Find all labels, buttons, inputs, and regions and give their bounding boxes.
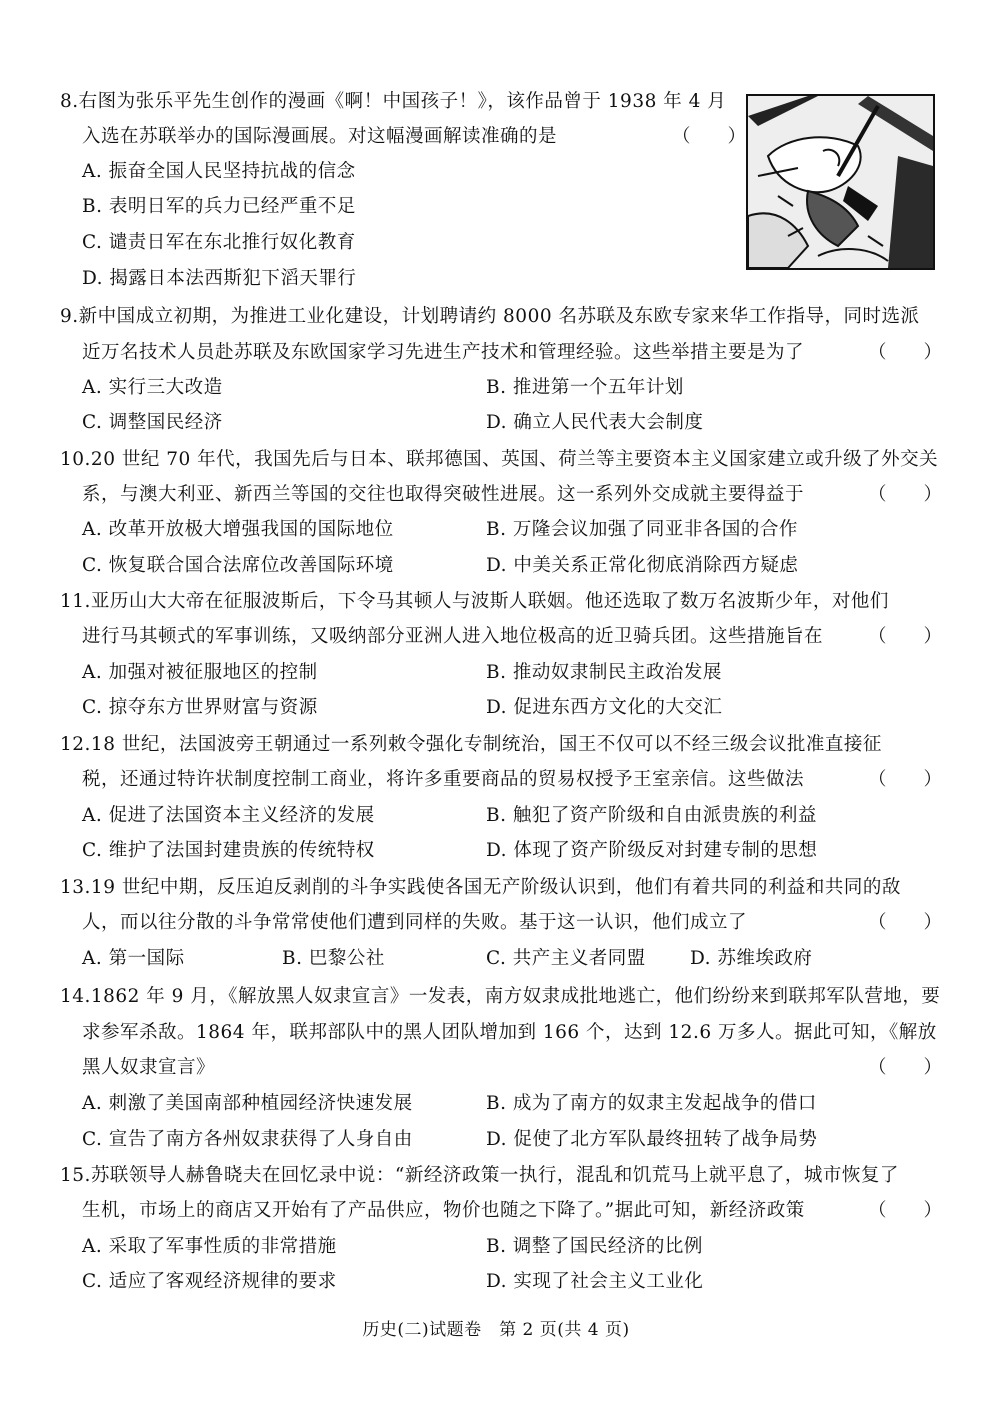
q12-option-c: C. 维护了法国封建贵族的传统特权 (82, 840, 375, 861)
q13-option-c: C. 共产主义者同盟 (486, 948, 646, 969)
q14-option-a: A. 刺激了美国南部种植园经济快速发展 (82, 1093, 413, 1114)
q15-line2: 生机，市场上的商店又开始有了产品供应，物价也随之下降了。”据此可知，新经济政策 (82, 1200, 805, 1221)
q14-option-b: B. 成为了南方的奴隶主发起战争的借口 (486, 1093, 817, 1114)
q13-option-b: B. 巴黎公社 (282, 948, 385, 969)
cartoon-drawing (748, 96, 933, 268)
q10-line1: 10.20 世纪 70 年代，我国先后与日本、联邦德国、英国、荷兰等主要资本主义国家建立或升级了外交关 (60, 449, 939, 470)
q9-answer-bracket: （ ） (868, 342, 943, 363)
q12-option-d: D. 体现了资产阶级反对封建专制的思想 (486, 840, 818, 861)
q13-line1: 13.19 世纪中期，反压迫反剥削的斗争实践使各国无产阶级认识到，他们有着共同的利益和共同的敌 (60, 877, 901, 898)
q11-line2: 进行马其顿式的军事训练，又吸纳部分亚洲人进入地位极高的近卫骑兵团。这些措施旨在 (82, 626, 824, 647)
q15-option-c: C. 适应了客观经济规律的要求 (82, 1271, 337, 1292)
q12-answer-bracket: （ ） (868, 769, 943, 790)
q10-option-b: B. 万隆会议加强了同亚非各国的合作 (486, 519, 798, 540)
q15-line1: 15.苏联领导人赫鲁晓夫在回忆录中说：“新经济政策一执行，混乱和饥荒马上就平息了，城市恢复了 (60, 1165, 899, 1186)
q10-option-d: D. 中美关系正常化彻底消除西方疑虑 (486, 555, 799, 576)
q13-option-d: D. 苏维埃政府 (690, 948, 813, 969)
q11-line1: 11.亚历山大大帝在征服波斯后，下令马其顿人与波斯人联姻。他还选取了数万名波斯少年，对他们 (60, 591, 889, 612)
q12-line2: 税，还通过特许状制度控制工商业，将许多重要商品的贸易权授予王室亲信。这些做法 (82, 769, 805, 790)
q10-option-c: C. 恢复联合国合法席位改善国际环境 (82, 555, 394, 576)
q11-option-b: B. 推动奴隶制民主政治发展 (486, 662, 722, 683)
q9-option-b: B. 推进第一个五年计划 (486, 377, 684, 398)
q8-option-b: B. 表明日军的兵力已经严重不足 (82, 196, 356, 217)
q14-option-d: D. 促使了北方军队最终扭转了战争局势 (486, 1129, 818, 1150)
q14-line3: 黑人奴隶宣言》 (82, 1057, 216, 1078)
q11-option-d: D. 促进东西方文化的大交汇 (486, 697, 723, 718)
q14-line1: 14.1862 年 9 月，《解放黑人奴隶宣言》一发表，南方奴隶成批地逃亡，他们纷纷来到联邦军队营地，要 (60, 986, 941, 1007)
q8-line2: 入选在苏联举办的国际漫画展。对这幅漫画解读准确的是 (82, 126, 558, 147)
q14-option-c: C. 宣告了南方各州奴隶获得了人身自由 (82, 1129, 413, 1150)
q9-line1: 9.新中国成立初期，为推进工业化建设，计划聘请约 8000 名苏联及东欧专家来华工作指导，同时选派 (60, 306, 920, 327)
q14-answer-bracket: （ ） (868, 1057, 943, 1078)
q15-option-a: A. 采取了军事性质的非常措施 (82, 1236, 337, 1257)
q15-answer-bracket: （ ） (868, 1200, 943, 1221)
q13-answer-bracket: （ ） (868, 912, 943, 933)
q10-line2: 系，与澳大利亚、新西兰等国的交往也取得突破性进展。这一系列外交成就主要得益于 (82, 484, 805, 505)
q8-option-c: C. 谴责日军在东北推行奴化教育 (82, 232, 356, 253)
q10-option-a: A. 改革开放极大增强我国的国际地位 (82, 519, 394, 540)
q11-option-a: A. 加强对被征服地区的控制 (82, 662, 318, 683)
page-footer: 历史(二)试题卷 第 2 页(共 4 页) (362, 1320, 630, 1340)
q10-answer-bracket: （ ） (868, 484, 943, 505)
q9-option-d: D. 确立人民代表大会制度 (486, 412, 704, 433)
q9-line2: 近万名技术人员赴苏联及东欧国家学习先进生产技术和管理经验。这些举措主要是为了 (82, 342, 805, 363)
q8-answer-bracket: （ ） (672, 126, 747, 147)
q13-option-a: A. 第一国际 (82, 948, 185, 969)
q15-option-b: B. 调整了国民经济的比例 (486, 1236, 703, 1257)
q12-line1: 12.18 世纪，法国波旁王朝通过一系列敕令强化专制统治，国王不仅可以不经三级会议批准直接征 (60, 734, 882, 755)
q9-option-a: A. 实行三大改造 (82, 377, 223, 398)
q12-option-b: B. 触犯了资产阶级和自由派贵族的利益 (486, 805, 817, 826)
q9-option-c: C. 调整国民经济 (82, 412, 223, 433)
q11-option-c: C. 掠夺东方世界财富与资源 (82, 697, 318, 718)
q13-line2: 人，而以往分散的斗争常常使他们遭到同样的失败。基于这一认识，他们成立了 (82, 912, 748, 933)
q14-line2: 求参军杀敌。1864 年，联邦部队中的黑人团队增加到 166 个，达到 12.6 万多人。据此可知，《解放 (82, 1022, 937, 1043)
q8-line1: 8.右图为张乐平先生创作的漫画《啊！中国孩子！》，该作品曾于 1938 年 4 月 (60, 91, 727, 112)
q12-option-a: A. 促进了法国资本主义经济的发展 (82, 805, 375, 826)
q8-option-a: A. 振奋全国人民坚持抗战的信念 (82, 161, 356, 182)
q11-answer-bracket: （ ） (868, 626, 943, 647)
q8-option-d: D. 揭露日本法西斯犯下滔天罪行 (82, 268, 357, 289)
cartoon-image (746, 94, 935, 270)
q15-option-d: D. 实现了社会主义工业化 (486, 1271, 704, 1292)
